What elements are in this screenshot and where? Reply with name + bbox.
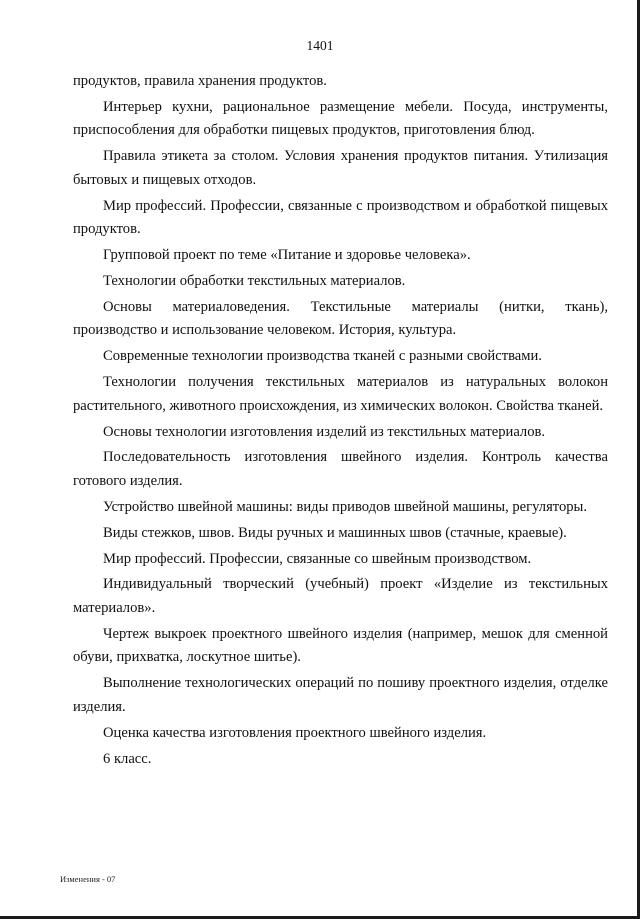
paragraph: Основы технологии изготовления изделий из текстильных материалов.	[103, 423, 546, 440]
paragraph: Последовательность изготовления швейного изделия. Контроль качества готового изделия.	[73, 449, 608, 489]
paragraph: Групповой проект по теме «Питание и здоровье человека».	[103, 247, 471, 264]
paragraph: Правила этикета за столом. Условия хранения продуктов питания. Утилизация бытовых и пищевых отходов.	[73, 148, 608, 188]
paragraph: Интерьер кухни, рациональное размещение мебели. Посуда, инструменты, приспособления для обработки пищевых продуктов, приготовления блюд.	[73, 98, 608, 139]
paragraph: Мир профессий. Профессии, связанные с производством и обработкой пищевых продуктов.	[73, 197, 608, 238]
paragraph: Индивидуальный творческий (учебный) проект «Изделие из текстильных материалов».	[73, 576, 608, 616]
paragraph: Чертеж выкроек проектного швейного изделия (например, мешок для сменной обуви, прихватка, лоскутное шитье).	[73, 625, 608, 666]
document-body	[73, 70, 608, 773]
paragraph: продуктов, правила хранения продуктов.	[73, 73, 327, 89]
paragraph: Современные технологии производства тканей с разными свойствами.	[103, 348, 542, 365]
paragraph: Оценка качества изготовления проектного швейного изделия.	[103, 724, 487, 741]
paragraph: Выполнение технологических операций по пошиву проектного изделия, отделке изделия.	[73, 675, 608, 715]
paragraph: Устройство швейной машины: виды приводов швейной машины, регуляторы.	[103, 498, 588, 515]
paragraph: Виды стежков, швов. Виды ручных и машинных швов (стачные, краевые).	[103, 524, 567, 541]
footer-note: Изменения - 07	[60, 874, 116, 884]
paragraph: Технологии получения текстильных материалов из натуральных волокон растительного, животного происхождения, из химических волокон. Свойства тканей.	[73, 374, 608, 414]
paragraph: Технологии обработки текстильных материалов.	[103, 272, 406, 289]
paragraph: 6 класс.	[103, 750, 152, 767]
paragraph: Мир профессий. Профессии, связанные со швейным производством.	[103, 550, 532, 567]
paragraph: Основы материаловедения. Текстильные материалы (нитки, ткань), производство и использование человеком. История, культура.	[73, 298, 608, 339]
page-number: 1401	[306, 38, 334, 53]
